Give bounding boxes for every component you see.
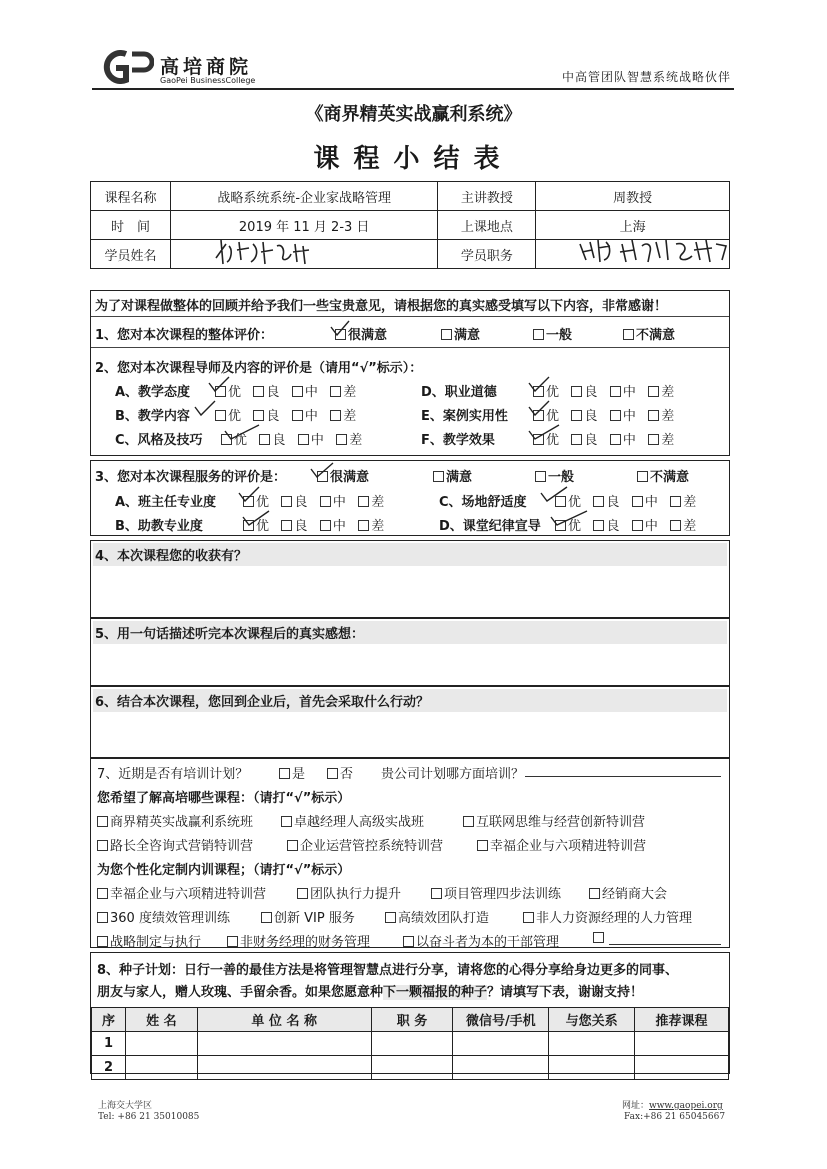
q1-option-unsatisfied[interactable]: 不满意 [623,324,675,343]
footer-tel: Tel: +86 21 35010085 [98,1112,200,1122]
custom-other-option[interactable] [593,931,606,946]
handwritten-name-signature [211,236,321,268]
referral-table [91,1007,729,1080]
handwritten-check-mark [241,509,271,529]
q2-item-f: F、教学效果 [421,433,495,448]
course-option[interactable]: 企业运营管控系统特训营 [287,835,443,854]
q3-option-satisfied[interactable]: 满意 [433,466,472,485]
course-name-label: 课程名称 [91,182,171,211]
q1-title: 1、您对本次课程的整体评价： [95,328,274,343]
evaluation-block [90,290,730,456]
handwritten-check-mark [527,399,551,419]
q2-item-c: C、风格及技巧 [115,433,203,448]
q2-item-b: B、教学内容 [115,409,190,424]
q6-box[interactable] [90,686,730,758]
divider [91,316,729,317]
custom-other-input[interactable] [609,944,721,945]
course-option[interactable]: 商界精英实战赢利系统班 [97,811,253,830]
lecturer-value: 周教授 [536,182,730,211]
lecturer-label: 主讲教授 [438,182,536,211]
custom-option[interactable]: 项目管理四步法训练 [431,883,561,902]
checkbox[interactable] [623,329,634,340]
custom-title: 为您个性化定制内训课程；（请打“√”标示） [97,863,351,878]
q7-title: 7、近期是否有培训计划？ [97,767,249,782]
handwritten-check-mark [309,461,335,481]
course-option[interactable]: 幸福企业与六项精进特训营 [477,835,646,854]
q2-grade-row[interactable]: 优 良 中 差 [215,381,356,400]
table-row[interactable]: 1 [92,1032,729,1056]
q3-option-very-satisfied[interactable]: 很满意 [317,466,369,485]
custom-option[interactable]: 高绩效团队打造 [385,907,489,926]
q1-option-satisfied[interactable]: 满意 [441,324,480,343]
course-option[interactable]: 路长全咨询式营销特训营 [97,835,253,854]
q2-grade-row[interactable]: 优 良 中 差 [533,429,674,448]
custom-option[interactable]: 创新 VIP 服务 [261,907,355,926]
handwritten-check-mark [527,375,551,395]
course-info-table [90,181,730,269]
course-option[interactable]: 互联网思维与经营创新特训营 [463,811,645,830]
referral-table-header: 序 姓 名 单 位 名 称 职 务 微信号/手机 与您关系 推荐课程 [92,1008,729,1032]
handwritten-check-mark [193,399,217,419]
time-value: 2019 年 11 月 2-3 日 [170,211,438,240]
checkbox[interactable] [533,329,544,340]
intro-text: 为了对课程做整体的回顾并给予我们一些宝贵意见，请根据您的真实感受填写以下内容，非常感谢！ [95,299,668,314]
q7-which-label: 贵公司计划哪方面培训？ [381,767,525,782]
q2-title: 2、您对本次课程导师及内容的评价是（请用“√”标示）： [95,361,423,376]
q3-item-c: C、场地舒适度 [439,495,527,510]
header-tagline: 中高管团队智慧系统战略伙伴 [561,70,731,84]
custom-option[interactable]: 360 度绩效管理训练 [97,907,230,926]
handwritten-check-mark [207,375,231,395]
handwritten-check-mark [539,485,569,505]
q6-title: 6、结合本次课程，您回到企业后，首先会采取什么行动？ [93,689,727,712]
footer-address: 上海交大学区 [98,1101,153,1111]
q2-item-e: E、案例实用性 [421,409,508,424]
q3-grade-row[interactable]: 优 良 中 差 [243,491,384,510]
q4-box[interactable] [90,540,730,618]
q2-grade-row[interactable]: 优 良 中 差 [221,429,362,448]
service-evaluation-block [90,460,730,536]
q1-option-average[interactable]: 一般 [533,324,572,343]
q2-grade-row[interactable]: 优 良 中 差 [533,381,674,400]
footer-fax: Fax:+86 21 65045667 [624,1112,726,1122]
q1-option-very-satisfied[interactable]: 很满意 [335,324,387,343]
location-label: 上课地点 [438,211,536,240]
q8-line1: 8、种子计划：日行一善的最佳方法是将管理智慧点进行分享，请将您的心得分享给身边更多的同事、 [97,963,679,978]
handwritten-position-signature [576,234,736,268]
student-name-label: 学员姓名 [91,240,171,269]
custom-option[interactable]: 非财务经理的财务管理 [227,931,370,950]
q3-title: 3、您对本次课程服务的评价是： [95,470,287,485]
training-plan-block [90,758,730,948]
q7-which-input[interactable] [525,776,721,777]
q5-title: 5、用一句话描述听完本次课程后的真实感想： [93,621,727,644]
handwritten-check-mark [223,423,263,443]
divider [91,347,729,348]
q4-title: 4、本次课程您的收获有？ [93,543,727,566]
q3-grade-row[interactable]: 优 良 中 差 [555,491,696,510]
q2-grade-row[interactable]: 优 良 中 差 [533,405,674,424]
course-option[interactable]: 卓越经理人高级实战班 [281,811,424,830]
custom-option[interactable]: 以奋斗者为本的干部管理 [403,931,559,950]
q8-line2: 朋友与家人，赠人玫瑰、手留余香。如果您愿意种下一颗福报的种子？请填写下表，谢谢支持！ [97,985,644,1000]
logo-english-name: GaoPei BusinessCollege [160,76,256,85]
q3-grade-row[interactable]: 优 良 中 差 [555,515,696,534]
q3-option-average[interactable]: 一般 [535,466,574,485]
course-name-value: 战略系统系统-企业家战略管理 [170,182,438,211]
student-position-field[interactable] [536,240,730,269]
table-row[interactable]: 2 [92,1056,729,1080]
footer-web[interactable]: 网址：www.gaopei.org [622,1101,723,1111]
q3-item-b: B、助教专业度 [115,519,203,534]
q5-box[interactable] [90,618,730,686]
handwritten-check-mark [549,509,589,529]
handwritten-check-mark [237,485,261,505]
form-title: 课程小结表 [313,144,514,174]
q7-no-option[interactable]: 否 [327,763,353,782]
checkbox[interactable] [441,329,452,340]
custom-option[interactable]: 经销商大会 [589,883,667,902]
q2-grade-row[interactable]: 优 良 中 差 [215,405,356,424]
seed-plan-block [90,952,730,1074]
q3-item-a: A、班主任专业度 [115,495,217,510]
document-title: 《商界精英实战赢利系统》 [305,104,522,125]
q2-item-a: A、教学态度 [115,385,191,400]
custom-option[interactable]: 战略制定与执行 [97,931,201,950]
q3-item-d: D、课堂纪律宣导 [439,519,541,534]
q2-item-d: D、职业道德 [421,385,497,400]
courses-title: 您希望了解高培哪些课程：（请打“√”标示） [97,791,351,806]
student-name-field[interactable] [170,240,438,269]
handwritten-check-mark [329,319,351,339]
location-value: 上海 [536,211,730,240]
handwritten-check-mark [527,423,563,443]
custom-option[interactable]: 团队执行力提升 [297,883,401,902]
custom-option[interactable]: 非人力资源经理的人力管理 [523,907,692,926]
student-position-label: 学员职务 [438,240,536,269]
custom-option[interactable]: 幸福企业与六项精进特训营 [97,883,266,902]
q3-grade-row[interactable]: 优 良 中 差 [243,515,384,534]
q7-yes-option[interactable]: 是 [279,763,305,782]
gaopei-logo-mark [96,50,154,84]
time-label: 时 间 [91,211,171,240]
q3-option-unsatisfied[interactable]: 不满意 [637,466,689,485]
header-rule [92,88,734,90]
logo-chinese-name: 高培商院 [160,56,253,78]
